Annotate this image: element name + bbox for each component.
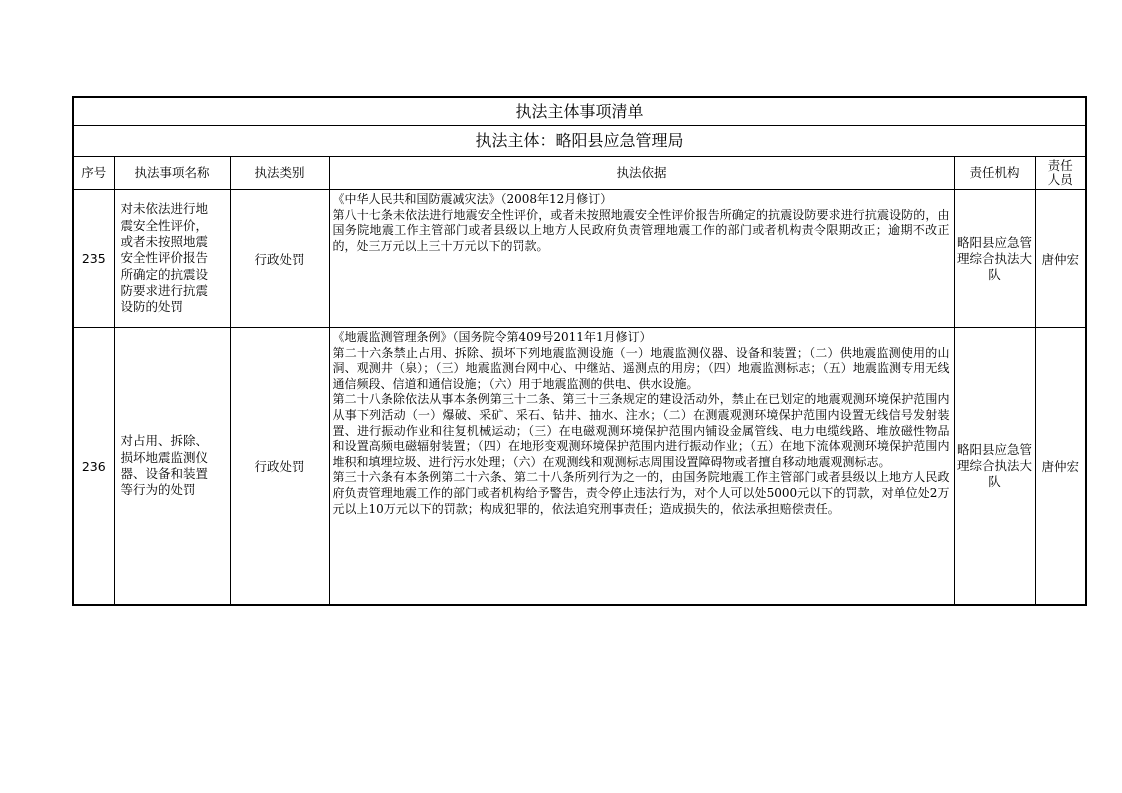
basis-article: 第二十八条除依法从事本条例第三十二条、第三十三条规定的建设活动外，禁止在已划定的地震观测环境保护范围内从事下列活动（一）爆破、采矿、采石、钻井、抽水、注水；（二）在测震观测环境保护范围内设置无线信号发射装置、进行振动作业和往复机械运动；（三）在电磁观测环境保护范围内铺设金属管线、电力电缆线路、堆放磁性物品和设置高频电磁辐射装置；（四）在地形变观测环境保护范围内进行振动作业；（五）在地下流体观测环境保护范围内堆积和填埋垃圾、进行污水处理；（六）在观测线和观测标志周围设置障碍物或者擅自移动地震观测标志。: [332, 392, 950, 469]
row-basis: [329, 328, 954, 606]
row-person: 唐仲宏: [1035, 190, 1086, 328]
enforcement-list-table: [72, 96, 1087, 606]
row-org: 略阳县应急管理综合执法大队: [954, 190, 1035, 328]
header-person-label: 责任人员: [1047, 158, 1073, 187]
header-no: 序号: [73, 157, 114, 190]
row-name: 对占用、拆除、损坏地震监测仪器、设备和装置等行为的处罚: [114, 328, 230, 606]
sheet-title: 执法主体事项清单: [73, 97, 1086, 126]
enforcement-subject: 执法主体：略阳县应急管理局: [73, 126, 1086, 157]
header-basis: 执法依据: [329, 157, 954, 190]
basis-article: 第二十六条禁止占用、拆除、损坏下列地震监测设施（一）地震监测仪器、设备和装置；（二）供地震监测使用的山洞、观测井（泉）；（三）地震监测台网中心、中继站、遥测点的用房；（四）地震监测标志；（五）地震监测专用无线通信频段、信道和通信设施；（六）用于地震监测的供电、供水设施。: [332, 345, 950, 391]
row-org: 略阳县应急管理综合执法大队: [954, 328, 1035, 606]
row-type: 行政处罚: [230, 328, 329, 606]
header-row: [73, 157, 1086, 190]
row-basis: [329, 190, 954, 328]
basis-law-title: 《中华人民共和国防震减灾法》（2008年12月修订）: [332, 192, 613, 206]
header-type: 执法类别: [230, 157, 329, 190]
row-name: 对未依法进行地震安全性评价，或者未按照地震安全性评价报告所确定的抗震设防要求进行抗震设防的处罚: [114, 190, 230, 328]
row-no: 235: [73, 190, 114, 328]
row-no: 236: [73, 328, 114, 606]
basis-law-title: 《地震监测管理条例》（国务院令第409号2011年1月修订）: [332, 330, 652, 344]
table-row: [73, 328, 1086, 606]
table-row: [73, 190, 1086, 328]
basis-article: 第三十六条有本条例第二十六条、第二十八条所列行为之一的，由国务院地震工作主管部门或者县级以上地方人民政府负责管理地震工作的部门或者机构给予警告，责令停止违法行为，对个人可以处5000元以下的罚款，对单位处2万元以上10万元以下的罚款；构成犯罪的，依法追究刑事责任；造成损失的，依法承担赔偿责任。: [332, 470, 950, 516]
header-person: [1035, 157, 1086, 190]
row-person: 唐仲宏: [1035, 328, 1086, 606]
basis-article: 第八十七条未依法进行地震安全性评价，或者未按照地震安全性评价报告所确定的抗震设防要求进行抗震设防的，由国务院地震工作主管部门或者县级以上地方人民政府负责管理地震工作的部门或者机构责令限期改正；逾期不改正的，处三万元以上三十万元以下的罚款。: [332, 207, 950, 253]
header-org: 责任机构: [954, 157, 1035, 190]
row-type: 行政处罚: [230, 190, 329, 328]
header-name: 执法事项名称: [114, 157, 230, 190]
